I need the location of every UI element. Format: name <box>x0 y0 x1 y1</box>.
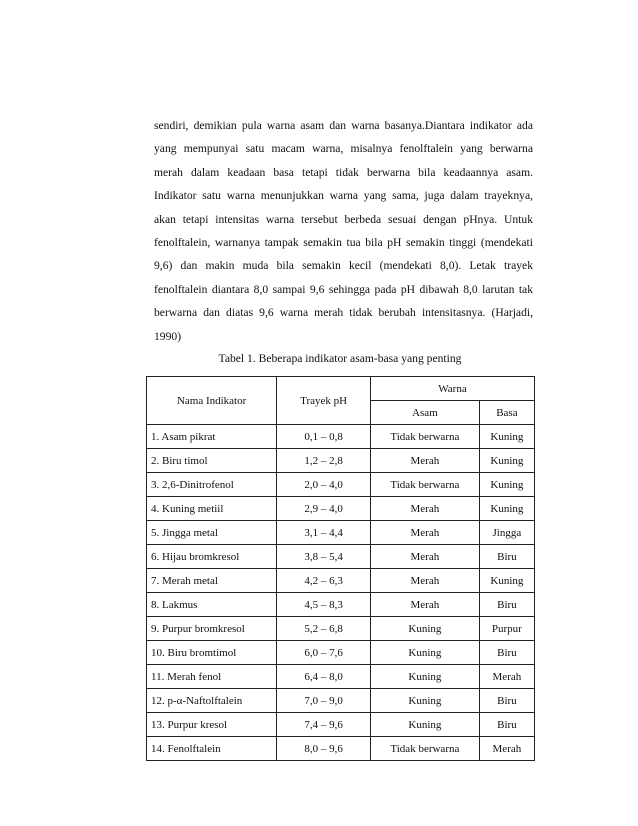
cell-range: 0,1 – 0,8 <box>277 425 371 449</box>
table-row <box>147 737 535 761</box>
cell-base: Kuning <box>479 449 534 473</box>
table-row <box>147 665 535 689</box>
cell-range: 4,2 – 6,3 <box>277 569 371 593</box>
cell-acid: Kuning <box>371 713 480 737</box>
cell-name: 11. Merah fenol <box>147 665 277 689</box>
header-acid: Asam <box>371 401 480 425</box>
table-caption: Tabel 1. Beberapa indikator asam-basa yang penting <box>218 352 462 365</box>
cell-base: Merah <box>479 665 534 689</box>
cell-range: 6,0 – 7,6 <box>277 641 371 665</box>
cell-acid: Kuning <box>371 689 480 713</box>
cell-range: 5,2 – 6,8 <box>277 617 371 641</box>
cell-base: Biru <box>479 593 534 617</box>
paragraph-line: Indikator satu warna menunjukkan warna yang sama, juga dalam trayeknya, <box>154 189 533 203</box>
header-base: Basa <box>479 401 534 425</box>
paragraph-line: sendiri, demikian pula warna asam dan warna basanya.Diantara indikator ada <box>154 119 533 132</box>
table-row <box>147 617 535 641</box>
cell-acid: Kuning <box>371 641 480 665</box>
table-row <box>147 641 535 665</box>
table-row <box>147 593 535 617</box>
cell-range: 7,4 – 9,6 <box>277 713 371 737</box>
indicator-table <box>146 376 535 761</box>
cell-name: 12. p-α-Naftolftalein <box>147 689 277 713</box>
cell-base: Merah <box>479 737 534 761</box>
cell-acid: Kuning <box>371 617 480 641</box>
cell-range: 7,0 – 9,0 <box>277 689 371 713</box>
cell-base: Biru <box>479 689 534 713</box>
cell-name: 5. Jingga metal <box>147 521 277 545</box>
table-row <box>147 689 535 713</box>
cell-range: 3,8 – 5,4 <box>277 545 371 569</box>
paragraph-line: merah dalam keadaan basa tetapi tidak berwarna bila keadaannya asam. <box>154 165 533 179</box>
table-row <box>147 521 535 545</box>
cell-acid: Tidak berwarna <box>371 425 480 449</box>
cell-base: Biru <box>479 713 534 737</box>
paragraph-line: fenolftalein diantara 8,0 sampai 9,6 sehingga pada pH dibawah 8,0 larutan tak <box>154 282 533 296</box>
cell-acid: Tidak berwarna <box>371 473 480 497</box>
table-row <box>147 473 535 497</box>
cell-acid: Merah <box>371 497 480 521</box>
table-row <box>147 569 535 593</box>
cell-base: Kuning <box>479 425 534 449</box>
cell-acid: Merah <box>371 569 480 593</box>
cell-base: Kuning <box>479 473 534 497</box>
table-row <box>147 497 535 521</box>
cell-name: 8. Lakmus <box>147 593 277 617</box>
cell-range: 3,1 – 4,4 <box>277 521 371 545</box>
table-row <box>147 425 535 449</box>
cell-name: 1. Asam pikrat <box>147 425 277 449</box>
cell-acid: Kuning <box>371 665 480 689</box>
header-name: Nama Indikator <box>147 377 277 425</box>
body-paragraph <box>154 114 533 348</box>
cell-name: 10. Biru bromtimol <box>147 641 277 665</box>
cell-range: 8,0 – 9,6 <box>277 737 371 761</box>
cell-acid: Merah <box>371 545 480 569</box>
cell-base: Kuning <box>479 497 534 521</box>
cell-acid: Tidak berwarna <box>371 737 480 761</box>
table-row <box>147 449 535 473</box>
cell-base: Purpur <box>479 617 534 641</box>
cell-base: Biru <box>479 545 534 569</box>
cell-name: 13. Purpur kresol <box>147 713 277 737</box>
cell-base: Kuning <box>479 569 534 593</box>
cell-name: 4. Kuning metiil <box>147 497 277 521</box>
paragraph-line: 1990) <box>154 329 182 343</box>
cell-range: 1,2 – 2,8 <box>277 449 371 473</box>
table-row <box>147 545 535 569</box>
cell-base: Biru <box>479 641 534 665</box>
paragraph-line: 9,6) dan makin muda bila semakin kecil (mendekati 8,0). Letak trayek <box>154 259 533 273</box>
cell-name: 7. Merah metal <box>147 569 277 593</box>
cell-acid: Merah <box>371 449 480 473</box>
cell-acid: Merah <box>371 521 480 545</box>
header-color: Warna <box>371 377 535 401</box>
cell-name: 9. Purpur bromkresol <box>147 617 277 641</box>
cell-range: 6,4 – 8,0 <box>277 665 371 689</box>
paragraph-line: akan tetapi intensitas warna tersebut berbeda sesuai dengan pHnya. Untuk <box>154 212 533 226</box>
cell-base: Jingga <box>479 521 534 545</box>
table-header-row <box>147 377 535 401</box>
paragraph-line: berwarna dan diatas 9,6 warna merah tidak berubah intensitasnya. (Harjadi, <box>154 306 533 320</box>
cell-name: 2. Biru timol <box>147 449 277 473</box>
cell-name: 6. Hijau bromkresol <box>147 545 277 569</box>
paragraph-line: yang mempunyai satu macam warna, misalnya fenolftalein yang berwarna <box>154 142 533 156</box>
header-range: Trayek pH <box>277 377 371 425</box>
paragraph-line: fenolftalein, warnanya tampak semakin tua bila pH semakin tinggi (mendekati <box>154 235 533 249</box>
cell-range: 4,5 – 8,3 <box>277 593 371 617</box>
cell-name: 14. Fenolftalein <box>147 737 277 761</box>
table-row <box>147 713 535 737</box>
cell-range: 2,9 – 4,0 <box>277 497 371 521</box>
cell-range: 2,0 – 4,0 <box>277 473 371 497</box>
cell-name: 3. 2,6-Dinitrofenol <box>147 473 277 497</box>
cell-acid: Merah <box>371 593 480 617</box>
